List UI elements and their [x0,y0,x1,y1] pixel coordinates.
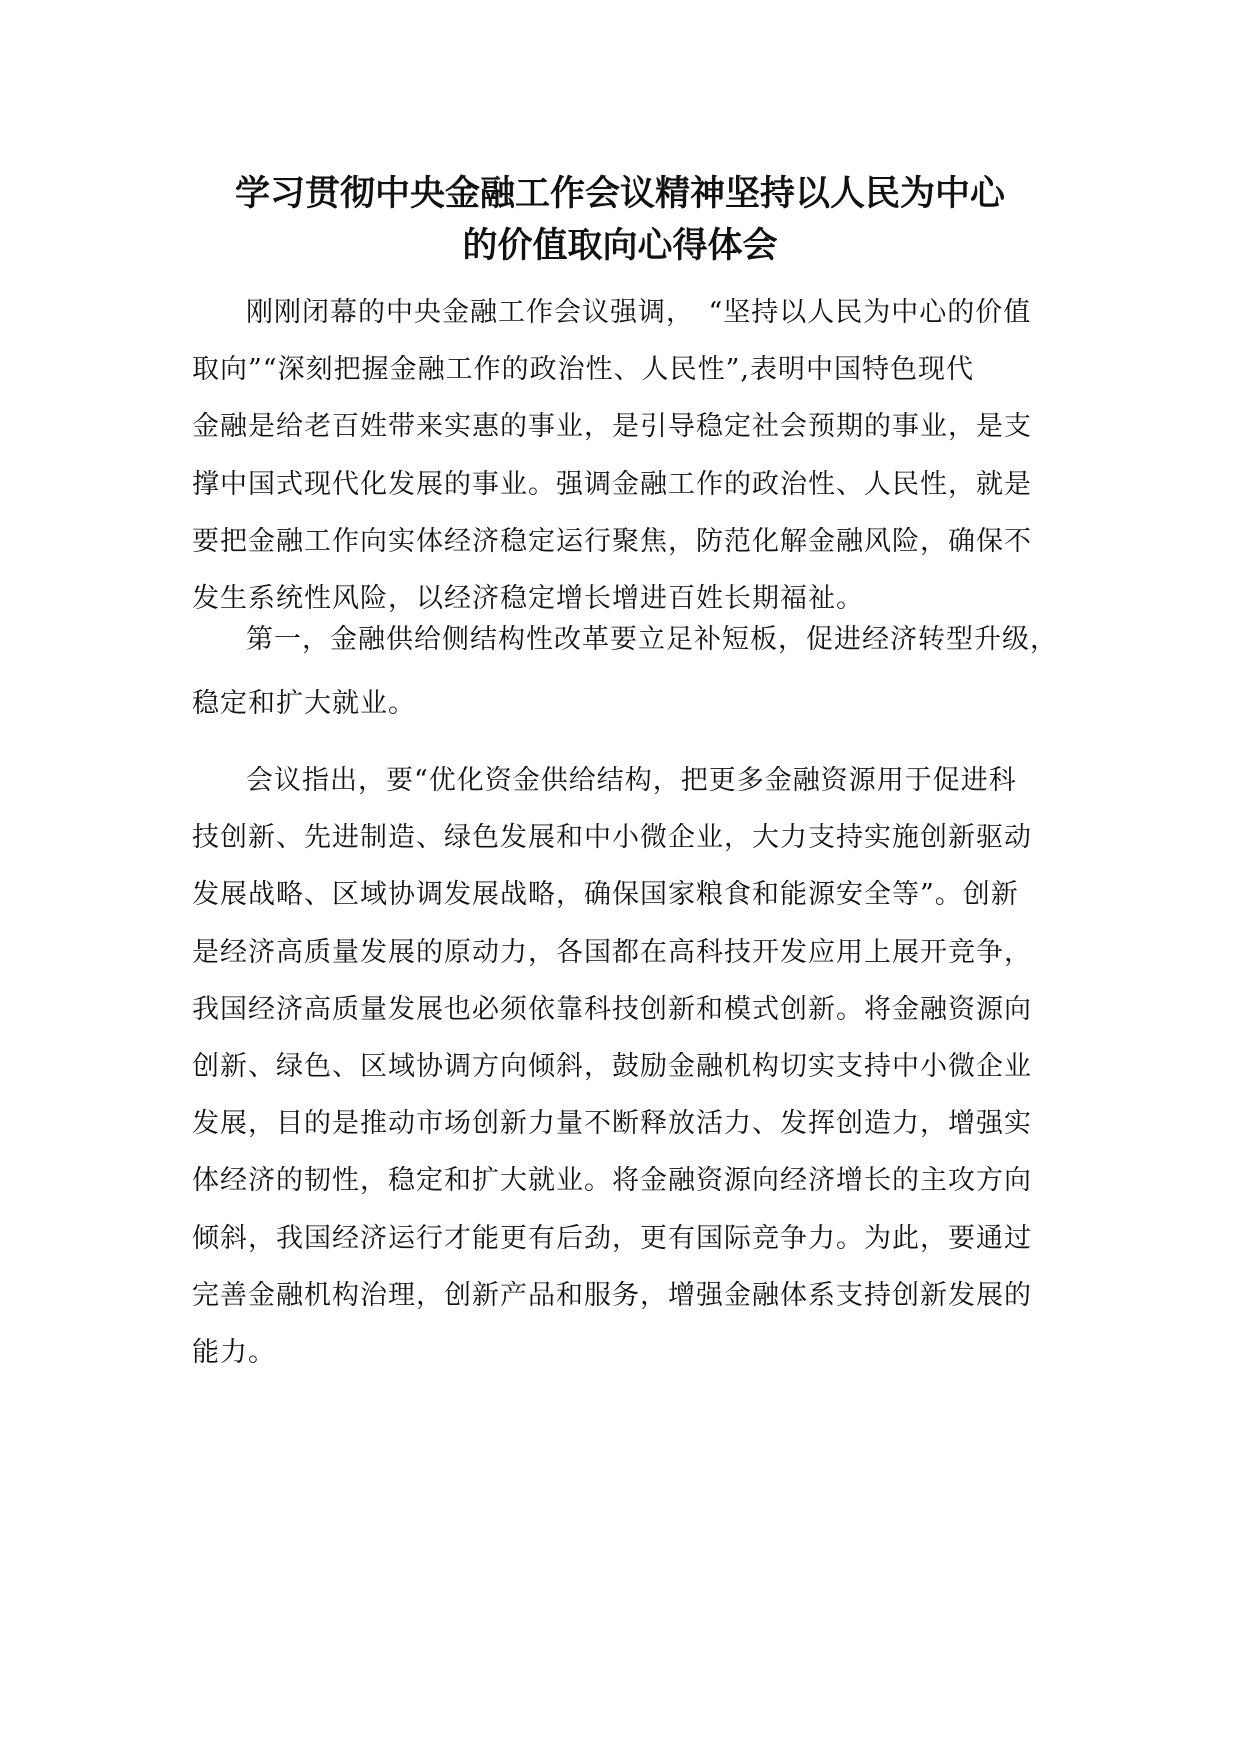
paragraph-body [192,752,1048,1381]
paragraph-line: 取向”“深刻把握金融工作的政治性、人民性”,表明中国特色现代 [192,354,974,386]
paragraph-section-heading [192,608,1058,736]
paragraph-line: 倾斜，我国经济运行才能更有后劲，更有国际竞争力。为此，要通过 [192,1222,1032,1254]
paragraph-line: 稳定和扩大就业。 [192,688,416,719]
document-title [160,168,1080,272]
paragraph-line: 技创新、先进制造、绿色发展和中小微企业，大力支持实施创新驱动 [192,822,1032,854]
paragraph-line: 体经济的韧性，稳定和扩大就业。将金融资源向经济增长的主攻方向 [192,1165,1032,1197]
paragraph-line: 撑中国式现代化发展的事业。强调金融工作的政治性、人民性，就是 [192,468,1032,500]
title-line-1: 学习贯彻中央金融工作会议精神坚持以人民为中心 [234,174,1005,214]
paragraph-line: 能力。 [192,1337,276,1369]
paragraph-line: 金融是给老百姓带来实惠的事业，是引导稳定社会预期的事业，是支 [192,411,1032,443]
paragraph-line: 第一，金融供给侧结构性改革要立足补短板，促进经济转型升级， [246,624,1058,655]
paragraph-line: 刚刚闭幕的中央金融工作会议强调， “坚持以人民为中心的价值 [246,297,1032,328]
paragraph-intro [192,284,1048,627]
paragraph-line: 要把金融工作向实体经济稳定运行聚焦，防范化解金融风险，确保不 [192,525,1032,557]
paragraph-line: 我国经济高质量发展也必须依靠科技创新和模式创新。将金融资源向 [192,993,1032,1025]
paragraph-line: 创新、绿色、区域协调方向倾斜，鼓励金融机构切实支持中小微企业 [192,1051,1032,1083]
paragraph-line: 发展，目的是推动市场创新力量不断释放活力、发挥创造力，增强实 [192,1108,1032,1140]
paragraph-line: 发生系统性风险，以经济稳定增长增进百姓长期福祉。 [192,583,864,615]
paragraph-line: 会议指出，要“优化资金供给结构，把更多金融资源用于促进科 [246,765,1017,796]
paragraph-line: 完善金融机构治理，创新产品和服务，增强金融体系支持创新发展的 [192,1279,1032,1311]
paragraph-line: 是经济高质量发展的原动力，各国都在高科技开发应用上展开竞争， [192,936,1032,968]
title-line-2: 的价值取向心得体会 [462,226,778,266]
paragraph-line: 发展战略、区域协调发展战略，确保国家粮食和能源安全等”。创新 [192,879,1019,911]
